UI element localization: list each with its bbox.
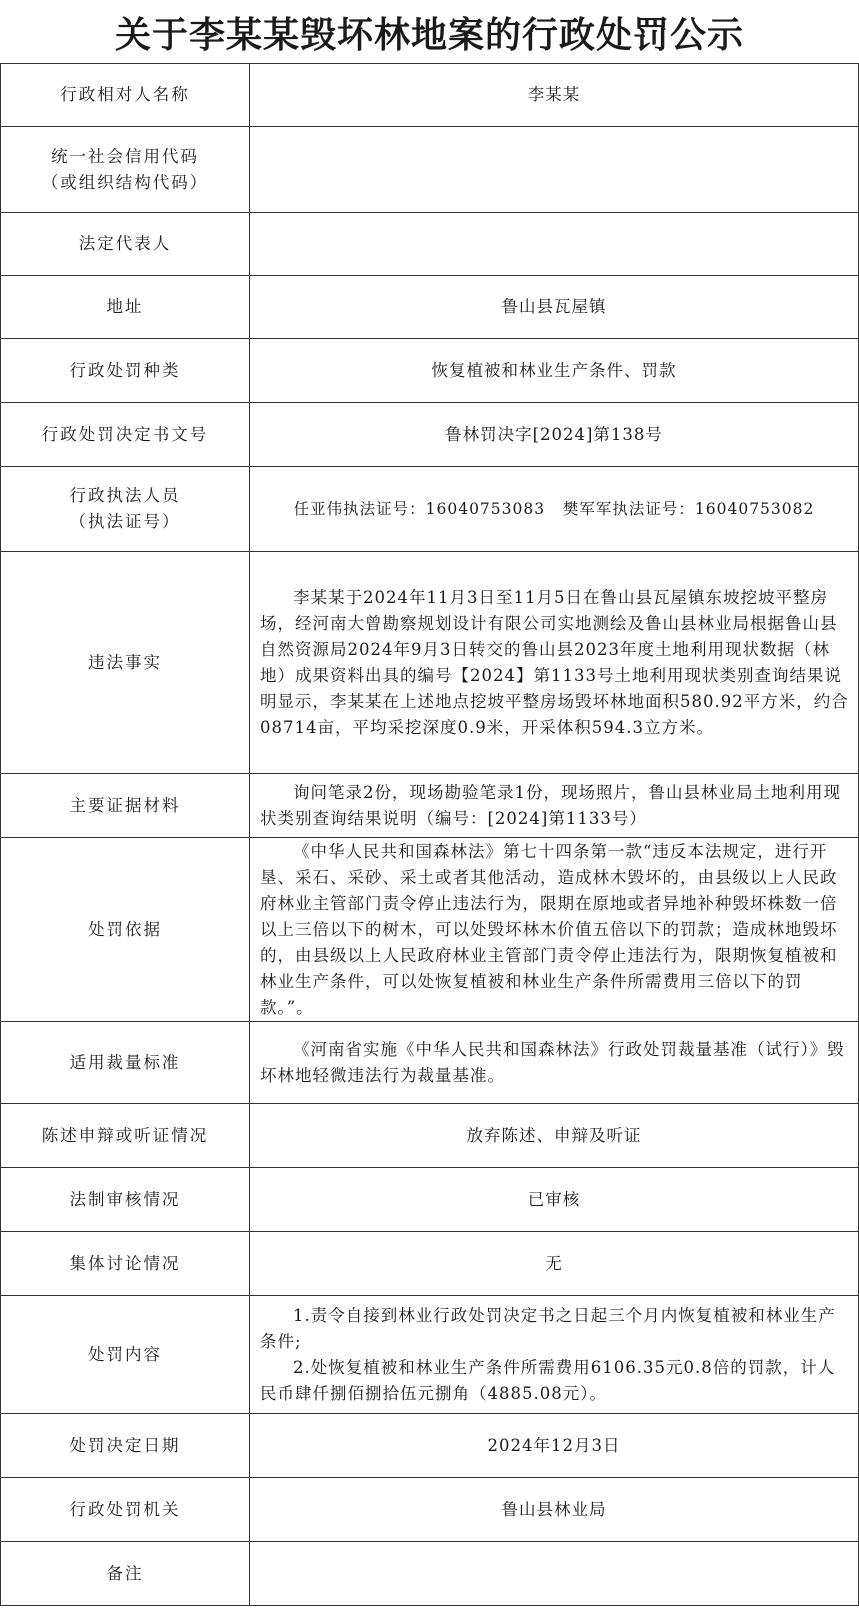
- row-value: 《河南省实施《中华人民共和国森林法》行政处罚裁量基准（试行）》毁坏林地轻微违法行为裁量基准。: [250, 1022, 859, 1104]
- row-label: 备注: [1, 1542, 250, 1606]
- row-label: 处罚内容: [1, 1296, 250, 1414]
- row-label: 地址: [1, 276, 250, 339]
- row-value: [250, 127, 859, 213]
- table-row: [1, 1168, 859, 1232]
- row-value: 鲁林罚决字[2024]第138号: [250, 403, 859, 467]
- table-row: [1, 213, 859, 276]
- row-value: 鲁山县林业局: [250, 1478, 859, 1542]
- row-value: 放弃陈述、申辩及听证: [250, 1104, 859, 1168]
- table-row: [1, 1296, 859, 1414]
- table-row: [1, 1022, 859, 1104]
- row-label: 行政处罚机关: [1, 1478, 250, 1542]
- table-row: [1, 1232, 859, 1296]
- row-label: 陈述申辩或听证情况: [1, 1104, 250, 1168]
- table-row: [1, 1478, 859, 1542]
- row-value: 恢复植被和林业生产条件、罚款: [250, 339, 859, 403]
- row-label: 集体讨论情况: [1, 1232, 250, 1296]
- row-value: 已审核: [250, 1168, 859, 1232]
- table-row: [1, 467, 859, 552]
- table-row: [1, 339, 859, 403]
- table-row: [1, 1414, 859, 1478]
- table-row: [1, 64, 859, 127]
- row-value: 鲁山县瓦屋镇: [250, 276, 859, 339]
- row-value: 2024年12月3日: [250, 1414, 859, 1478]
- row-label: 法定代表人: [1, 213, 250, 276]
- row-value: 询问笔录2份，现场勘验笔录1份，现场照片，鲁山县林业局土地利用现状类别查询结果说明（编号：[2024]第1133号）: [250, 774, 859, 838]
- row-value: 任亚伟执法证号：16040753083 樊军军执法证号：16040753082: [250, 467, 859, 552]
- row-label: 行政执法人员 （执法证号）: [1, 467, 250, 552]
- row-label: 适用裁量标准: [1, 1022, 250, 1104]
- page-title: 关于李某某毁坏林地案的行政处罚公示: [114, 13, 744, 56]
- row-label: 违法事实: [1, 552, 250, 774]
- table-row: [1, 1104, 859, 1168]
- row-value: 无: [250, 1232, 859, 1296]
- row-label: 行政处罚决定书文号: [1, 403, 250, 467]
- row-label: 行政处罚种类: [1, 339, 250, 403]
- table-row: [1, 774, 859, 838]
- row-value: 1.责令自接到林业行政处罚决定书之日起三个月内恢复植被和林业生产条件; 2.处恢复植被和林业生产条件所需费用6106.35元0.8倍的罚款，计人民币肆仟捌佰捌拾伍元捌角（4885.08元）。: [250, 1296, 859, 1414]
- table-row: [1, 1542, 859, 1606]
- row-value: 《中华人民共和国森林法》第七十四条第一款“违反本法规定，进行开垦、采石、采砂、采土或者其他活动，造成林木毁坏的，由县级以上人民政府林业主管部门责令停止违法行为，限期在原地或者异地补种毁坏株数一倍以上三倍以下的树木，可以处毁坏林木价值五倍以下的罚款；造成林地毁坏的，由县级以上人民政府林业主管部门责令停止违法行为，限期恢复植被和林业生产条件，可以处恢复植被和林业生产条件所需费用三倍以下的罚款。”。: [250, 838, 859, 1022]
- row-value: 李某某于2024年11月3日至11月5日在鲁山县瓦屋镇东坡挖坡平整房场，经河南大曾勘察规划设计有限公司实地测绘及鲁山县林业局根据鲁山县自然资源局2024年9月3日转交的鲁山县2023年度土地利用现状数据（林地）成果资料出具的编号【2024】第1133号土地利用现状类别查询结果说明显示，李某某在上述地点挖坡平整房场毁坏林地面积580.92平方米，约合08714亩，平均采挖深度0.9米，开采体积594.3立方米。: [250, 552, 859, 774]
- row-value: [250, 213, 859, 276]
- table-row: [1, 838, 859, 1022]
- penalty-info-table: [0, 63, 859, 1606]
- row-value: [250, 1542, 859, 1606]
- row-label: 处罚决定日期: [1, 1414, 250, 1478]
- row-label: 行政相对人名称: [1, 64, 250, 127]
- row-label: 主要证据材料: [1, 774, 250, 838]
- row-label: 处罚依据: [1, 838, 250, 1022]
- row-label: 统一社会信用代码 （或组织结构代码）: [1, 127, 250, 213]
- table-row: [1, 403, 859, 467]
- row-label: 法制审核情况: [1, 1168, 250, 1232]
- table-row: [1, 552, 859, 774]
- row-value: 李某某: [250, 64, 859, 127]
- table-row: [1, 276, 859, 339]
- table-row: [1, 127, 859, 213]
